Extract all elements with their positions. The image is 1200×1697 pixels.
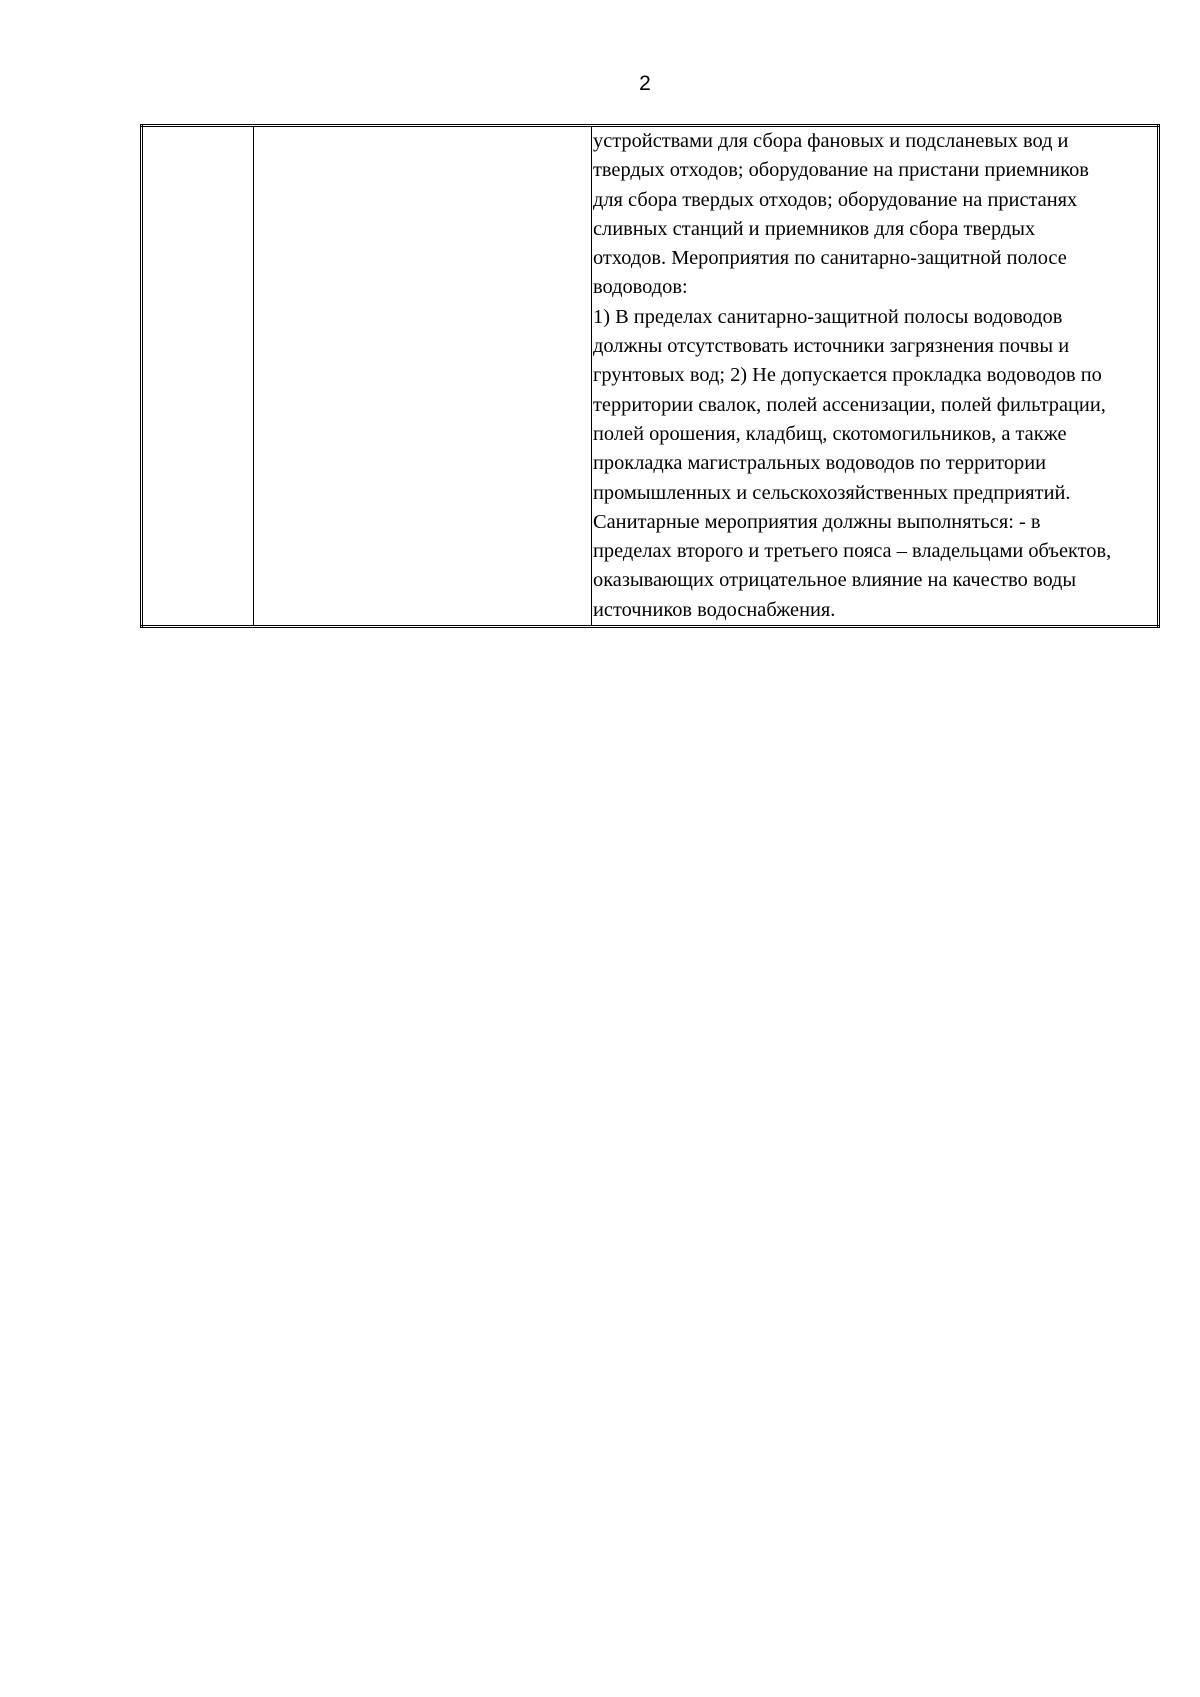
text-line: устройствами для сбора фановых и подсланевых вод и <box>593 130 1069 152</box>
text-line: отходов. Мероприятия по санитарно-защитной полосе <box>593 247 1067 270</box>
table-cell-object <box>254 126 592 627</box>
measures-text <box>592 127 1157 625</box>
text-line: грунтовых вод; 2) Не допускается прокладка водоводов по <box>593 364 1102 387</box>
text-line: территории свалок, полей ассенизации, полей фильтрации, <box>593 393 1106 416</box>
text-line: пределах второго и третьего пояса – владельцами объектов, <box>593 540 1112 563</box>
page-number: 2 <box>639 72 651 95</box>
text-line: водоводов: <box>593 276 688 299</box>
text-line: прокладка магистральных водоводов по территории <box>593 452 1047 475</box>
text-line: полей орошения, кладбищ, скотомогильников, а также <box>593 422 1067 445</box>
text-line: промышленных и сельскохозяйственных предприятий. <box>593 481 1071 504</box>
text-line: для сбора твердых отходов; оборудование на пристанях <box>593 188 1078 211</box>
text-line: источников водоснабжения. <box>593 598 836 621</box>
text-line: Санитарные мероприятия должны выполняться: - в <box>593 510 1041 533</box>
measures-table <box>140 124 1160 628</box>
text-line: 1) В пределах санитарно-защитной полосы водоводов <box>593 305 1063 328</box>
table-cell-number <box>142 126 254 627</box>
table-row <box>142 126 1159 627</box>
table-cell-measures <box>592 126 1159 627</box>
text-line: твердых отходов; оборудование на пристани приемников <box>593 159 1089 182</box>
text-line: сливных станций и приемников для сбора твердых <box>593 217 1036 240</box>
text-line: должны отсутствовать источники загрязнения почвы и <box>593 335 1070 358</box>
text-line: оказывающих отрицательное влияние на качество воды <box>593 569 1077 592</box>
